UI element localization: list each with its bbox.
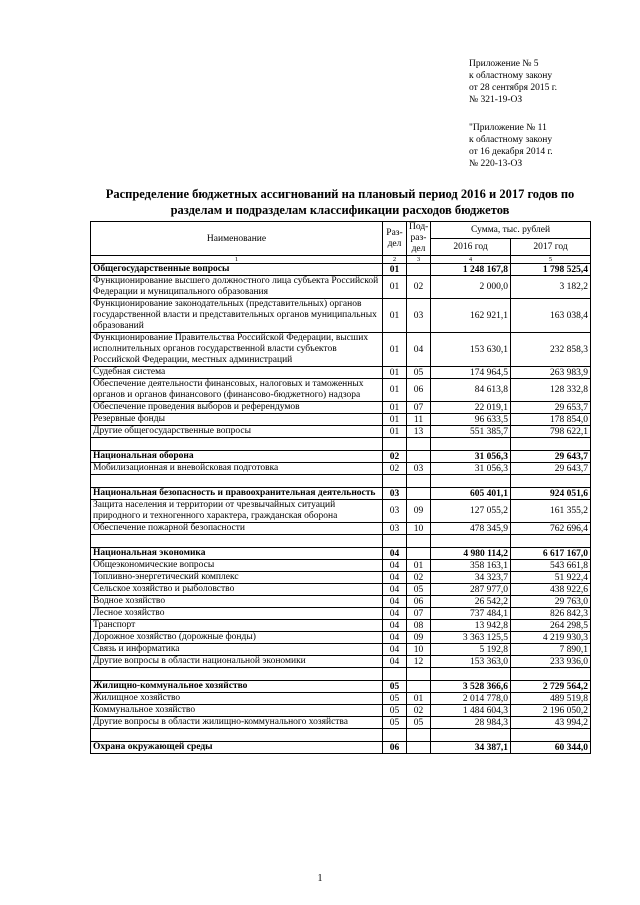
empty-cell: [91, 729, 383, 742]
row-amount-2017-cell: 232 858,3: [511, 333, 591, 367]
row-amount-2017-cell: 128 332,8: [511, 379, 591, 402]
column-header-podrazdel: Под-раз-дел: [407, 222, 431, 256]
row-amount-2016-cell: 2 000,0: [431, 276, 511, 299]
table-row: [91, 333, 591, 367]
row-razdel-cell: 04: [383, 560, 407, 572]
row-name-cell: Дорожное хозяйство (дорожные фонды): [91, 632, 383, 644]
appendix-5-line: к областному закону: [469, 71, 553, 81]
row-razdel-cell: 03: [383, 500, 407, 523]
section-total-row: [91, 681, 591, 693]
row-razdel-cell: 01: [383, 379, 407, 402]
row-amount-2016-cell: 4 980 114,2: [431, 548, 511, 560]
row-podrazdel-cell: 07: [407, 402, 431, 414]
row-podrazdel-cell: 06: [407, 379, 431, 402]
row-razdel-cell: 05: [383, 693, 407, 705]
appendix-11-line: к областному закону: [469, 135, 553, 145]
row-podrazdel-cell: 04: [407, 333, 431, 367]
row-podrazdel-cell: 02: [407, 572, 431, 584]
row-razdel-cell: 04: [383, 548, 407, 560]
table-row: [91, 693, 591, 705]
table-row: [91, 608, 591, 620]
empty-cell: [511, 668, 591, 681]
row-amount-2016-cell: 174 964,5: [431, 367, 511, 379]
empty-cell: [511, 438, 591, 451]
row-name-cell: Другие вопросы в области национальной экономики: [91, 656, 383, 668]
row-name-cell: Жилищное хозяйство: [91, 693, 383, 705]
row-razdel-cell: 06: [383, 742, 407, 754]
empty-cell: [431, 535, 511, 548]
row-name-cell: Общеэкономические вопросы: [91, 560, 383, 572]
row-podrazdel-cell: 05: [407, 367, 431, 379]
row-amount-2016-cell: 2 014 778,0: [431, 693, 511, 705]
column-header-sum: Сумма, тыс. рублей: [431, 222, 591, 239]
row-razdel-cell: 04: [383, 632, 407, 644]
row-name-cell: Национальная безопасность и правоохранительная деятельность: [91, 488, 383, 500]
row-name-cell: Охрана окружающей среды: [91, 742, 383, 754]
row-podrazdel-cell: 02: [407, 276, 431, 299]
row-podrazdel-cell: 05: [407, 584, 431, 596]
row-amount-2017-cell: 543 661,8: [511, 560, 591, 572]
appendix-11-line: № 220-13-ОЗ: [469, 159, 523, 169]
row-name-cell: Транспорт: [91, 620, 383, 632]
row-amount-2017-cell: 263 983,9: [511, 367, 591, 379]
row-amount-2017-cell: 29 763,0: [511, 596, 591, 608]
row-podrazdel-cell: 10: [407, 523, 431, 535]
row-podrazdel-cell: 08: [407, 620, 431, 632]
empty-cell: [383, 438, 407, 451]
row-amount-2017-cell: 489 519,8: [511, 693, 591, 705]
empty-cell: [511, 475, 591, 488]
row-name-cell: Связь и информатика: [91, 644, 383, 656]
row-amount-2017-cell: 29 643,7: [511, 451, 591, 463]
row-podrazdel-cell: [407, 548, 431, 560]
table-body: [91, 264, 591, 754]
row-razdel-cell: 02: [383, 451, 407, 463]
row-amount-2017-cell: 438 922,6: [511, 584, 591, 596]
row-podrazdel-cell: [407, 681, 431, 693]
row-name-cell: Защита населения и территории от чрезвычайных ситуаций природного и техногенного характера, гражданская оборона: [91, 500, 383, 523]
row-amount-2016-cell: 22 019,1: [431, 402, 511, 414]
row-amount-2016-cell: 605 401,1: [431, 488, 511, 500]
row-podrazdel-cell: 06: [407, 596, 431, 608]
row-amount-2016-cell: 26 542,2: [431, 596, 511, 608]
row-amount-2016-cell: 551 385,7: [431, 426, 511, 438]
row-podrazdel-cell: 03: [407, 463, 431, 475]
row-razdel-cell: 04: [383, 596, 407, 608]
empty-cell: [407, 668, 431, 681]
row-amount-2016-cell: 13 942,8: [431, 620, 511, 632]
row-podrazdel-cell: 09: [407, 500, 431, 523]
section-total-row: [91, 488, 591, 500]
row-razdel-cell: 04: [383, 656, 407, 668]
table-row: [91, 379, 591, 402]
row-podrazdel-cell: [407, 742, 431, 754]
section-total-row: [91, 451, 591, 463]
row-razdel-cell: 03: [383, 523, 407, 535]
table-row: [91, 276, 591, 299]
row-amount-2016-cell: 127 055,2: [431, 500, 511, 523]
empty-cell: [407, 729, 431, 742]
row-podrazdel-cell: 02: [407, 705, 431, 717]
row-amount-2017-cell: 2 196 050,2: [511, 705, 591, 717]
row-amount-2016-cell: 96 633,5: [431, 414, 511, 426]
appendix-11-reference: [469, 122, 553, 170]
table-row: [91, 584, 591, 596]
table-row: [91, 367, 591, 379]
empty-cell: [407, 535, 431, 548]
table-row: [91, 426, 591, 438]
table-row: [91, 632, 591, 644]
row-amount-2016-cell: 34 323,7: [431, 572, 511, 584]
row-amount-2016-cell: 1 484 604,3: [431, 705, 511, 717]
section-total-row: [91, 264, 591, 276]
column-index: 5: [511, 256, 591, 264]
column-index: 1: [91, 256, 383, 264]
row-podrazdel-cell: 12: [407, 656, 431, 668]
column-index: 2: [383, 256, 407, 264]
row-amount-2016-cell: 478 345,9: [431, 523, 511, 535]
row-amount-2017-cell: 29 653,7: [511, 402, 591, 414]
row-name-cell: Функционирование Правительства Российской Федерации, высших исполнительных органов государственной власти субъектов Российской Федерации, местных администраций: [91, 333, 383, 367]
empty-cell: [431, 438, 511, 451]
table-row: [91, 572, 591, 584]
appendix-5-reference: [469, 58, 557, 106]
row-amount-2016-cell: 737 484,1: [431, 608, 511, 620]
row-razdel-cell: 04: [383, 572, 407, 584]
table-spacer-row: [91, 668, 591, 681]
row-amount-2017-cell: 4 219 930,3: [511, 632, 591, 644]
row-amount-2016-cell: 1 248 167,8: [431, 264, 511, 276]
row-razdel-cell: 01: [383, 367, 407, 379]
row-razdel-cell: 01: [383, 414, 407, 426]
table-row: [91, 402, 591, 414]
column-index: 4: [431, 256, 511, 264]
row-amount-2017-cell: 51 922,4: [511, 572, 591, 584]
row-name-cell: Национальная оборона: [91, 451, 383, 463]
column-index: 3: [407, 256, 431, 264]
row-razdel-cell: 04: [383, 608, 407, 620]
row-amount-2017-cell: 264 298,5: [511, 620, 591, 632]
row-name-cell: Судебная система: [91, 367, 383, 379]
row-razdel-cell: 01: [383, 264, 407, 276]
table-row: [91, 705, 591, 717]
section-total-row: [91, 742, 591, 754]
empty-cell: [383, 668, 407, 681]
row-amount-2016-cell: 153 630,1: [431, 333, 511, 367]
appendix-5-line: Приложение № 5: [469, 59, 539, 69]
row-amount-2016-cell: 358 163,1: [431, 560, 511, 572]
table-row: [91, 656, 591, 668]
row-name-cell: Национальная экономика: [91, 548, 383, 560]
empty-cell: [383, 729, 407, 742]
row-podrazdel-cell: 09: [407, 632, 431, 644]
row-podrazdel-cell: [407, 488, 431, 500]
column-header-2016: 2016 год: [431, 239, 511, 256]
empty-cell: [91, 668, 383, 681]
page-number: 1: [317, 873, 323, 884]
appendix-5-line: № 321-19-ОЗ: [469, 95, 523, 105]
row-amount-2017-cell: 29 643,7: [511, 463, 591, 475]
row-amount-2017-cell: 762 696,4: [511, 523, 591, 535]
row-amount-2016-cell: 153 363,0: [431, 656, 511, 668]
row-amount-2016-cell: 162 921,1: [431, 299, 511, 333]
column-header-2017: 2017 год: [511, 239, 591, 256]
table-row: [91, 299, 591, 333]
table-row: [91, 500, 591, 523]
column-header-razdel: Раз-дел: [383, 222, 407, 256]
table-spacer-row: [91, 475, 591, 488]
row-amount-2017-cell: 6 617 167,0: [511, 548, 591, 560]
row-amount-2017-cell: 7 890,1: [511, 644, 591, 656]
empty-cell: [407, 438, 431, 451]
row-name-cell: Водное хозяйство: [91, 596, 383, 608]
row-amount-2016-cell: 31 056,3: [431, 451, 511, 463]
table-row: [91, 523, 591, 535]
row-razdel-cell: 05: [383, 717, 407, 729]
row-razdel-cell: 05: [383, 705, 407, 717]
table-row: [91, 463, 591, 475]
row-razdel-cell: 01: [383, 333, 407, 367]
table-row: [91, 717, 591, 729]
table-row: [91, 620, 591, 632]
row-name-cell: Общегосударственные вопросы: [91, 264, 383, 276]
empty-cell: [383, 475, 407, 488]
row-razdel-cell: 01: [383, 402, 407, 414]
table-spacer-row: [91, 535, 591, 548]
row-razdel-cell: 04: [383, 620, 407, 632]
row-amount-2016-cell: 3 528 366,6: [431, 681, 511, 693]
empty-cell: [431, 668, 511, 681]
row-razdel-cell: 04: [383, 584, 407, 596]
table-row: [91, 414, 591, 426]
row-razdel-cell: 01: [383, 299, 407, 333]
row-razdel-cell: 03: [383, 488, 407, 500]
row-name-cell: Резервные фонды: [91, 414, 383, 426]
row-name-cell: Обеспечение пожарной безопасности: [91, 523, 383, 535]
row-name-cell: Топливно-энергетический комплекс: [91, 572, 383, 584]
row-razdel-cell: 01: [383, 276, 407, 299]
table-spacer-row: [91, 438, 591, 451]
table-header-row: [91, 222, 591, 239]
row-name-cell: Жилищно-коммунальное хозяйство: [91, 681, 383, 693]
row-amount-2017-cell: 3 182,2: [511, 276, 591, 299]
row-razdel-cell: 02: [383, 463, 407, 475]
row-name-cell: Сельское хозяйство и рыболовство: [91, 584, 383, 596]
row-podrazdel-cell: 10: [407, 644, 431, 656]
row-amount-2016-cell: 34 387,1: [431, 742, 511, 754]
empty-cell: [91, 438, 383, 451]
table-row: [91, 596, 591, 608]
row-amount-2017-cell: 233 936,0: [511, 656, 591, 668]
budget-table: [90, 221, 591, 754]
row-name-cell: Другие общегосударственные вопросы: [91, 426, 383, 438]
row-podrazdel-cell: 01: [407, 693, 431, 705]
row-amount-2017-cell: 1 798 525,4: [511, 264, 591, 276]
empty-cell: [383, 535, 407, 548]
row-name-cell: Другие вопросы в области жилищно-коммунального хозяйства: [91, 717, 383, 729]
row-podrazdel-cell: 07: [407, 608, 431, 620]
row-amount-2017-cell: 43 994,2: [511, 717, 591, 729]
row-amount-2016-cell: 84 613,8: [431, 379, 511, 402]
row-amount-2017-cell: 60 344,0: [511, 742, 591, 754]
row-amount-2017-cell: 826 842,3: [511, 608, 591, 620]
empty-cell: [407, 475, 431, 488]
row-name-cell: Лесное хозяйство: [91, 608, 383, 620]
appendix-11-line: "Приложение № 11: [469, 123, 547, 133]
empty-cell: [91, 475, 383, 488]
empty-cell: [431, 729, 511, 742]
row-name-cell: Функционирование высшего должностного лица субъекта Российской Федерации и муниципального образования: [91, 276, 383, 299]
appendix-11-line: от 16 декабря 2014 г.: [469, 147, 553, 157]
section-total-row: [91, 548, 591, 560]
column-index-row: [91, 256, 591, 264]
row-amount-2017-cell: 924 051,6: [511, 488, 591, 500]
row-amount-2017-cell: 163 038,4: [511, 299, 591, 333]
row-amount-2017-cell: 798 622,1: [511, 426, 591, 438]
document-title: Распределение бюджетных ассигнований на плановый период 2016 и 2017 годов по разделам и подразделам классификации расходов бюджетов: [105, 187, 575, 217]
row-name-cell: Коммунальное хозяйство: [91, 705, 383, 717]
row-amount-2016-cell: 5 192,8: [431, 644, 511, 656]
row-name-cell: Функционирование законодательных (представительных) органов государственной власти и представительных органов муниципальных образований: [91, 299, 383, 333]
empty-cell: [91, 535, 383, 548]
table-row: [91, 560, 591, 572]
row-podrazdel-cell: 05: [407, 717, 431, 729]
row-podrazdel-cell: 01: [407, 560, 431, 572]
row-amount-2017-cell: 161 355,2: [511, 500, 591, 523]
row-amount-2016-cell: 287 977,0: [431, 584, 511, 596]
empty-cell: [511, 729, 591, 742]
row-amount-2016-cell: 31 056,3: [431, 463, 511, 475]
row-razdel-cell: 01: [383, 426, 407, 438]
row-podrazdel-cell: 03: [407, 299, 431, 333]
row-amount-2017-cell: 2 729 564,2: [511, 681, 591, 693]
row-amount-2016-cell: 3 363 125,5: [431, 632, 511, 644]
appendix-5-line: от 28 сентября 2015 г.: [469, 83, 557, 93]
empty-cell: [511, 535, 591, 548]
row-podrazdel-cell: 13: [407, 426, 431, 438]
table-row: [91, 644, 591, 656]
row-amount-2016-cell: 28 984,3: [431, 717, 511, 729]
row-razdel-cell: 04: [383, 644, 407, 656]
row-name-cell: Мобилизационная и вневойсковая подготовка: [91, 463, 383, 475]
row-amount-2017-cell: 178 854,0: [511, 414, 591, 426]
empty-cell: [431, 475, 511, 488]
column-header-name: Наименование: [91, 222, 383, 256]
row-razdel-cell: 05: [383, 681, 407, 693]
row-name-cell: Обеспечение деятельности финансовых, налоговых и таможенных органов и органов финансового (финансово-бюджетного) надзора: [91, 379, 383, 402]
row-podrazdel-cell: [407, 451, 431, 463]
row-podrazdel-cell: 11: [407, 414, 431, 426]
row-name-cell: Обеспечение проведения выборов и референдумов: [91, 402, 383, 414]
row-podrazdel-cell: [407, 264, 431, 276]
table-spacer-row: [91, 729, 591, 742]
